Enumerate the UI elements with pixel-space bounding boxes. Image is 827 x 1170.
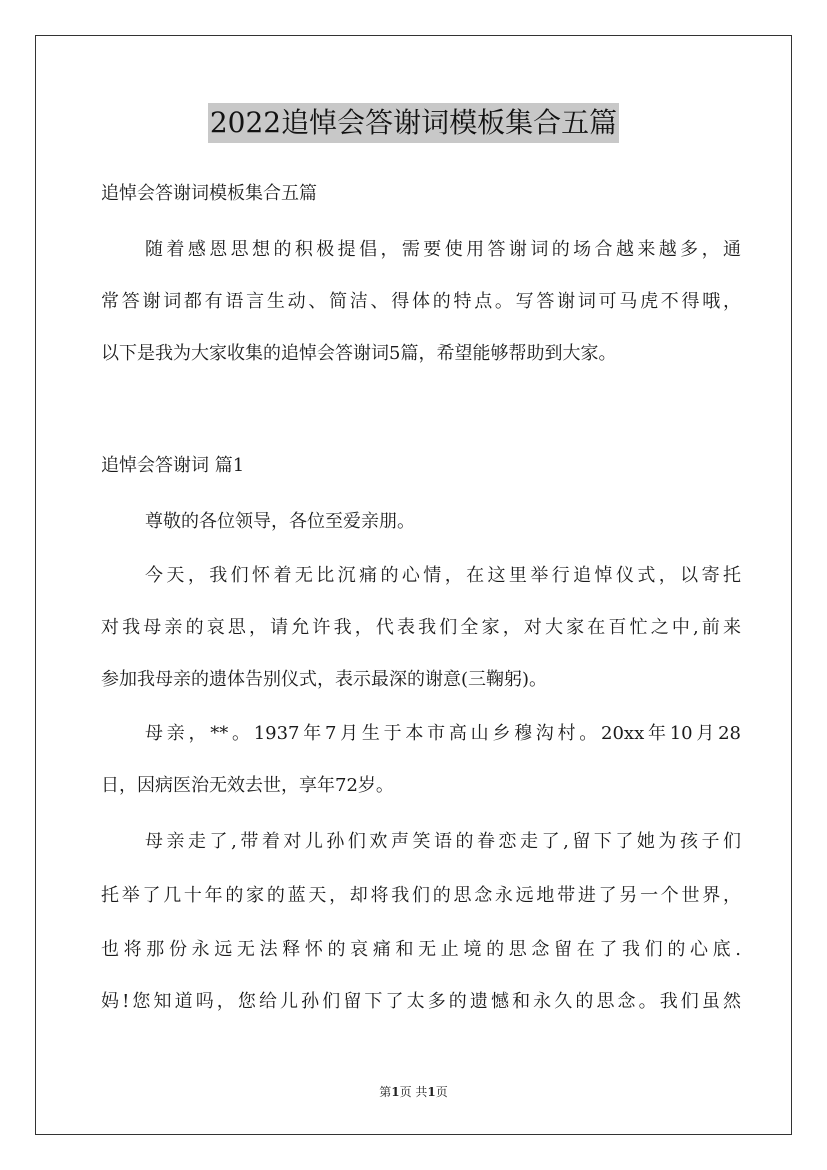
body-line-4: 参加我母亲的遗体告别仪式，表示最深的谢意(三鞠躬)。 <box>101 669 548 690</box>
footer-page-prefix: 第 <box>379 1085 392 1099</box>
body-line-2: 今天，我们怀着无比沉痛的心情，在这里举行追悼仪式，以寄托 <box>145 565 741 586</box>
footer-page-current: 1 <box>391 1085 400 1099</box>
document-subtitle: 追悼会答谢词模板集合五篇 <box>101 183 317 204</box>
body-line-5: 母亲，**。1937年7月生于本市高山乡穆沟村。20xx年10月28 <box>145 723 741 744</box>
footer-page-total: 1 <box>427 1085 436 1099</box>
body-line-10: 妈!您知道吗，您给儿孙们留下了太多的遗憾和永久的思念。我们虽然 <box>101 991 741 1012</box>
body-line-7: 母亲走了,带着对儿孙们欢声笑语的眷恋走了,留下了她为孩子们 <box>145 831 741 852</box>
page-footer <box>0 1084 827 1100</box>
footer-page-mid: 页 共 <box>399 1085 428 1099</box>
body-line-8: 托举了几十年的家的蓝天，却将我们的思念永远地带进了另一个世界， <box>101 885 741 906</box>
title-container <box>0 103 827 143</box>
body-line-3: 对我母亲的哀思，请允许我，代表我们全家，对大家在百忙之中,前来 <box>101 617 741 638</box>
intro-line-1: 随着感恩思想的积极提倡，需要使用答谢词的场合越来越多，通 <box>145 239 741 260</box>
intro-line-2: 常答谢词都有语言生动、简洁、得体的特点。写答谢词可马虎不得哦， <box>101 291 741 312</box>
body-line-9: 也将那份永远无法释怀的哀痛和无止境的思念留在了我们的心底. <box>101 939 741 960</box>
footer-page-suffix: 页 <box>435 1085 448 1099</box>
document-title: 2022追悼会答谢词模板集合五篇 <box>208 103 619 143</box>
body-line-6: 日，因病医治无效去世，享年72岁。 <box>101 775 394 796</box>
intro-line-3: 以下是我为大家收集的追悼会答谢词5篇，希望能够帮助到大家。 <box>101 343 617 364</box>
body-line-1: 尊敬的各位领导，各位至爱亲朋。 <box>145 511 415 532</box>
section-heading: 追悼会答谢词 篇1 <box>101 455 245 476</box>
